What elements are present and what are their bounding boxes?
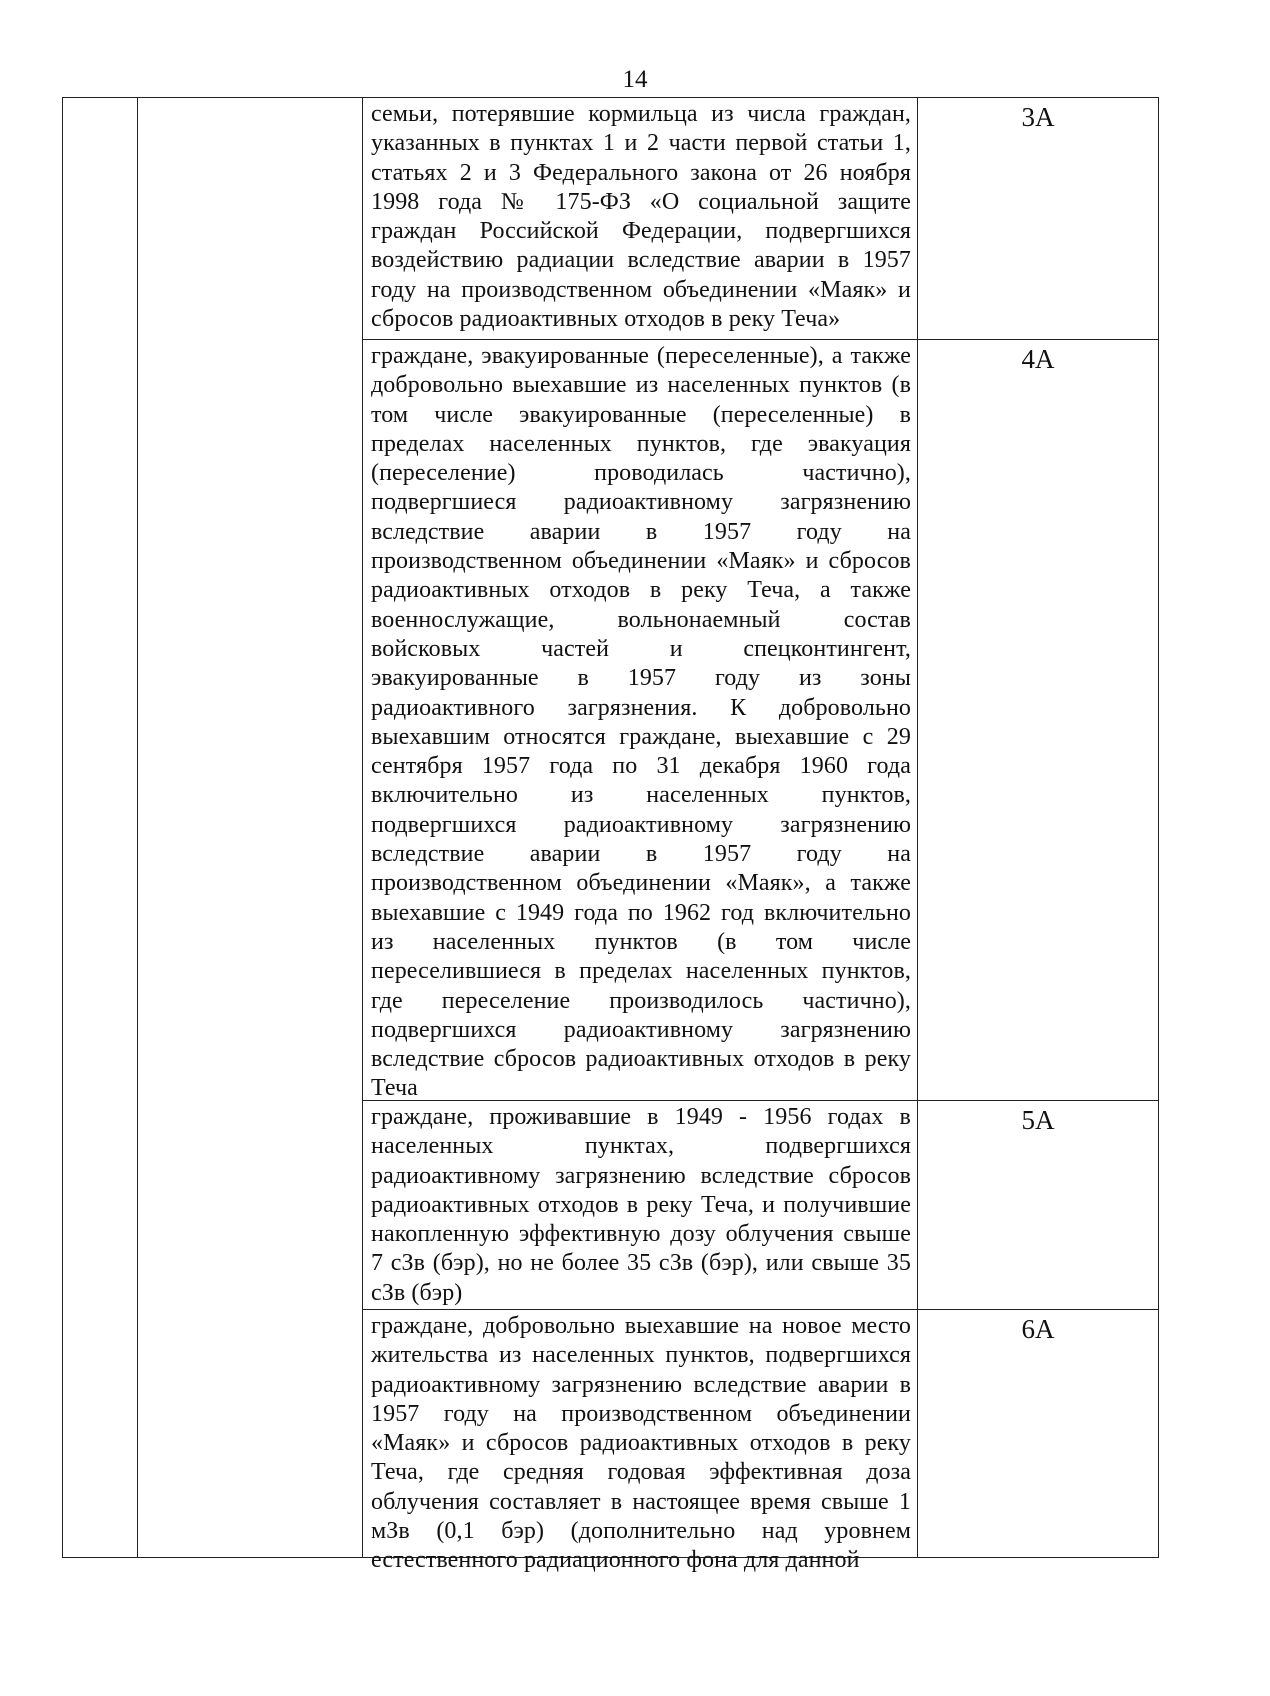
description-text: граждане, проживавшие в 1949 - 1956 годах в населенных пунктах, подвергшихся радиоактивному загрязнению вследствие сбросов радиоактивных отходов в реку Теча, и получившие накопленную эффективную дозу облучения свыше 7 сЗв (бэр), но не более 35 сЗв (бэр), или свыше 35 сЗв (бэр) — [371, 1104, 911, 1306]
category-code: 5А — [1021, 1105, 1055, 1135]
description-text: семьи, потерявшие кормильца из числа граждан, указанных в пунктах 1 и 2 части первой статьи 1, статьях 2 и 3 Федерального закона от 26 ноября 1998 года № 175-ФЗ «О социальной защите граждан Российской Федерации, подвергшихся воздействию радиации вследствие аварии в 1957 году на производственном объединении «Маяк» и сбросов радиоактивных отходов в реку Теча» — [371, 101, 911, 333]
empty-cell-col1 — [63, 98, 138, 1558]
description-cell — [363, 1101, 918, 1310]
category-cell — [918, 340, 1159, 1101]
description-cell — [363, 1310, 918, 1574]
category-code: 3А — [1021, 102, 1055, 132]
category-cell — [918, 1101, 1159, 1310]
description-text: граждане, добровольно выехавшие на новое место жительства из населенных пунктов, подвергшихся радиоактивному загрязнению вследствие аварии в 1957 году на производственном объединении «Маяк» и сбросов радиоактивных отходов в реку Теча, где средняя годовая эффективная доза облучения составляет в настоящее время свыше 1 мЗв (0,1 бэр) (дополнительно над уровнем естественного радиационного фона для данной — [371, 1313, 911, 1574]
table-row — [63, 98, 1159, 340]
document-table — [62, 97, 1159, 1574]
description-cell — [363, 98, 918, 340]
page-number: 14 — [622, 66, 648, 93]
description-text: граждане, эвакуированные (переселенные), а также добровольно выехавшие из населенных пунктов (в том числе эвакуированные (переселенные) в пределах населенных пунктов, где эвакуация (переселение) проводилась частично), подвергшиеся радиоактивному загрязнению вследствие аварии в 1957 году на производственном объединении «Маяк» и сбросов радиоактивных отходов в реку Теча, а также военнослужащие, вольнонаемный состав войсковых частей и спецконтингент, эвакуированные в 1957 году из зоны радиоактивного загрязнения. К добровольно выехавшим относятся граждане, выехавшие с 29 сентября 1957 года по 31 декабря 1960 года включительно из населенных пунктов, подвергшихся радиоактивному загрязнению вследствие аварии в 1957 году на производственном объединении «Маяк», а также выехавшие с 1949 года по 1962 год включительно из населенных пунктов (в том числе переселившиеся в пределах населенных пунктов, где переселение производилось частично), подвергшихся радиоактивному загрязнению вследствие сбросов радиоактивных отходов в реку Теча — [371, 343, 911, 1102]
empty-cell-col2 — [138, 98, 363, 1558]
category-cell — [918, 1310, 1159, 1558]
description-cell — [363, 340, 918, 1101]
category-code: 4А — [1021, 344, 1055, 374]
category-code: 6А — [1021, 1314, 1055, 1344]
category-cell — [918, 98, 1159, 340]
